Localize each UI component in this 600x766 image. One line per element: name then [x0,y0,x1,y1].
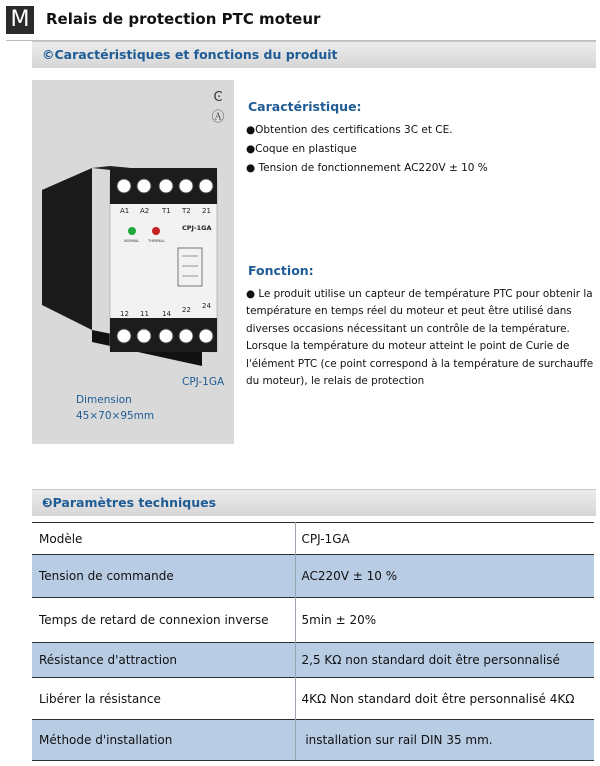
characteristics-heading: Caractéristique: [248,99,362,114]
param-label: Tension de commande [32,555,295,598]
m-badge: M [6,6,34,34]
relay-device-illustration [32,80,234,444]
dimension-value: 45×70×95mm [76,410,155,422]
terminal-t2-label: T2 [182,207,191,215]
dimension-label: Dimension [76,394,132,406]
device-model-label: CPJ-1GA [182,224,212,232]
terminal-11-label: 11 [140,310,149,318]
section-title-params: ❸Paramètres techniques [42,495,217,510]
terminal-22-label: 22 [182,306,191,314]
terminal-t1-label: T1 [162,207,171,215]
function-text: ● Le produit utilise un capteur de température PTC pour obtenir la température en temps réel du moteur et peut être utilisé dans diverses occasions nécessitant un contrôle de la température. Lorsque la température du moteur atteint le point de Curie de l'élément PTC (ce point correspond à la température de surchauffe du moteur), le relais de protection [246,288,594,388]
section-header-features [32,41,596,68]
terminal-24-label: 24 [202,302,211,310]
param-value: 5min ± 20% [295,598,594,643]
param-value: AC220V ± 10 % [295,555,594,598]
terminal-21-label: 21 [202,207,211,215]
table-row [32,555,594,598]
param-label: Temps de retard de connexion inverse [32,598,295,643]
table-row [32,523,594,555]
param-label: Libérer la résistance [32,678,295,720]
terminal-12-label: 12 [120,310,129,318]
led-thermal-label: THERMAL [148,239,165,243]
param-value: installation sur rail DIN 35 mm. [295,720,594,761]
page-header [6,6,596,36]
function-heading: Fonction: [248,263,314,278]
table-row [32,598,594,643]
param-label: Modèle [32,523,295,555]
param-value: 4KΩ Non standard doit être personnalisé 4KΩ [295,678,594,720]
section-title-features: ©Caractéristiques et fonctions du produit [42,47,338,62]
table-row [32,678,594,720]
param-label: Résistance d'attraction [32,643,295,678]
ce-mark-icon: Ͼ [213,90,223,105]
terminal-a2-label: A2 [140,207,150,215]
characteristics-list [246,121,591,178]
params-table [32,522,594,761]
param-value: CPJ-1GA [295,523,594,555]
product-image [32,80,234,444]
list-item: ● Tension de fonctionnement AC220V ± 10 % [246,162,488,174]
table-row [32,720,594,761]
led-normal-label: NORMAL [124,239,140,243]
section-header-params [32,489,596,516]
3c-mark-icon: Ⓐ [211,110,225,125]
terminal-14-label: 14 [162,310,171,318]
list-item: ●Obtention des certifications 3C et CE. [246,124,453,136]
param-label: Méthode d'installation [32,720,295,761]
page-title: Relais de protection PTC moteur [46,10,321,28]
param-value: 2,5 KΩ non standard doit être personnalisé [295,643,594,678]
table-row [32,643,594,678]
list-item: ●Coque en plastique [246,143,357,155]
image-model-label: CPJ-1GA [182,376,225,388]
terminal-a1-label: A1 [120,207,130,215]
